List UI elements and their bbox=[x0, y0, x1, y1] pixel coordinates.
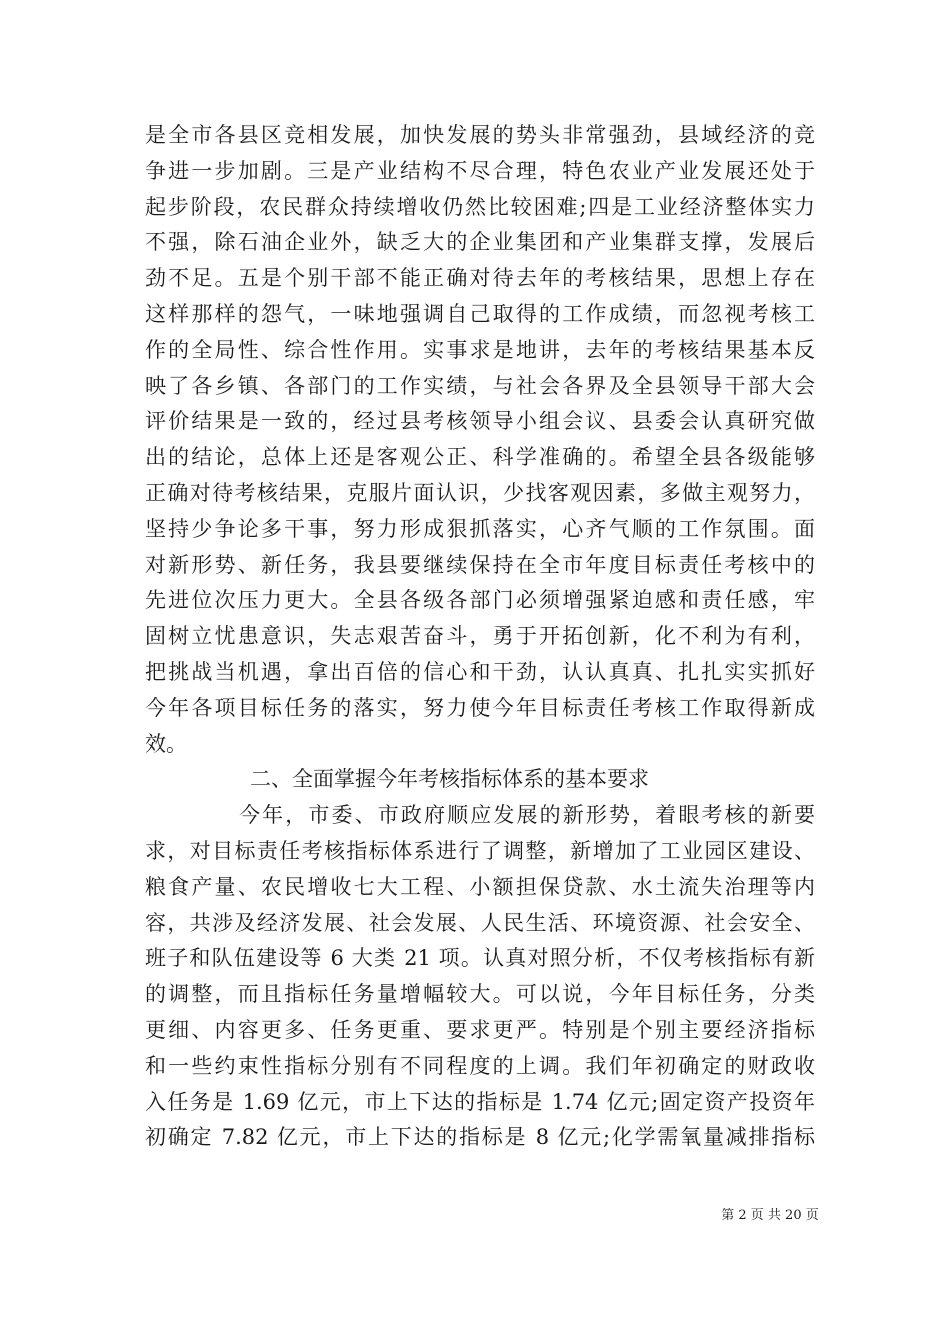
paragraph-line: 固树立忧患意识，失志艰苦奋斗，勇于开拓创新，化不利为有利， bbox=[145, 624, 815, 649]
section-heading: 二、全面掌握今年考核指标体系的基本要求 bbox=[250, 767, 649, 792]
paragraph-line: 起步阶段，农民群众持续增收仍然比较困难;四是工业经济整体实力 bbox=[145, 194, 815, 219]
paragraph-line: 劲不足。五是个别干部不能正确对待去年的考核结果，思想上存在 bbox=[145, 266, 815, 291]
paragraph-line: 是全市各县区竞相发展，加快发展的势头非常强劲，县域经济的竞 bbox=[145, 123, 815, 147]
paragraph-line: 效。 bbox=[145, 731, 187, 756]
body-text bbox=[145, 118, 815, 1156]
paragraph-line: 初确定 7.82 亿元，市上下达的指标是 8 亿元;化学需氧量减排指标 bbox=[145, 1125, 815, 1150]
paragraph-line: 求，对目标责任考核指标体系进行了调整，新增加了工业园区建设、 bbox=[145, 838, 815, 863]
paragraph-line: 映了各乡镇、各部门的工作实绩，与社会各界及全县领导干部大会 bbox=[145, 373, 815, 398]
paragraph-line: 更细、内容更多、任务更重、要求更严。特别是个别主要经济指标 bbox=[145, 1017, 815, 1042]
paragraph-line: 争进一步加剧。三是产业结构不尽合理，特色农业产业发展还处于 bbox=[145, 158, 815, 183]
paragraph-line: 容，共涉及经济发展、社会发展、人民生活、环境资源、社会安全、 bbox=[145, 910, 815, 935]
paragraph-line: 评价结果是一致的，经过县考核领导小组会议、县委会认真研究做 bbox=[145, 409, 815, 434]
paragraph-line: 入任务是 1.69 亿元，市上下达的指标是 1.74 亿元;固定资产投资年 bbox=[145, 1089, 815, 1114]
paragraph-line: 对新形势、新任务，我县要继续保持在全市年度目标责任考核中的 bbox=[145, 552, 815, 577]
paragraph-line: 班子和队伍建设等 6 大类 21 项。认真对照分析，不仅考核指标有新 bbox=[145, 946, 815, 971]
paragraph-line: 把挑战当机遇，拿出百倍的信心和干劲，认认真真、扎扎实实抓好 bbox=[145, 659, 815, 684]
paragraph-line: 今年，市委、市政府顺应发展的新形势，着眼考核的新要 bbox=[239, 803, 815, 828]
paragraph-line: 这样那样的怨气，一味地强调自己取得的工作成绩，而忽视考核工 bbox=[145, 301, 815, 326]
paragraph-line: 先进位次压力更大。全县各级各部门必须增强紧迫感和责任感，牢 bbox=[145, 588, 815, 613]
paragraph-line: 作的全局性、综合性作用。实事求是地讲，去年的考核结果基本反 bbox=[145, 337, 815, 362]
paragraph-line: 和一些约束性指标分别有不同程度的上调。我们年初确定的财政收 bbox=[145, 1053, 815, 1078]
paragraph-line: 的调整，而且指标任务量增幅较大。可以说，今年目标任务，分类 bbox=[145, 982, 815, 1007]
paragraph-line: 正确对待考核结果，克服片面认识，少找客观因素，多做主观努力， bbox=[145, 480, 815, 505]
paragraph-line: 不强，除石油企业外，缺乏大的企业集团和产业集群支撑，发展后 bbox=[145, 230, 815, 255]
paragraph-line: 今年各项目标任务的落实，努力使今年目标责任考核工作取得新成 bbox=[145, 695, 815, 720]
paragraph-line: 坚持少争论多干事，努力形成狠抓落实，心齐气顺的工作氛围。面 bbox=[145, 516, 815, 541]
page-number: 第 2 页 共 20 页 bbox=[721, 1208, 819, 1223]
paragraph-line: 出的结论，总体上还是客观公正、科学准确的。希望全县各级能够 bbox=[145, 445, 815, 470]
paragraph-line: 粮食产量、农民增收七大工程、小额担保贷款、水土流失治理等内 bbox=[145, 874, 815, 899]
